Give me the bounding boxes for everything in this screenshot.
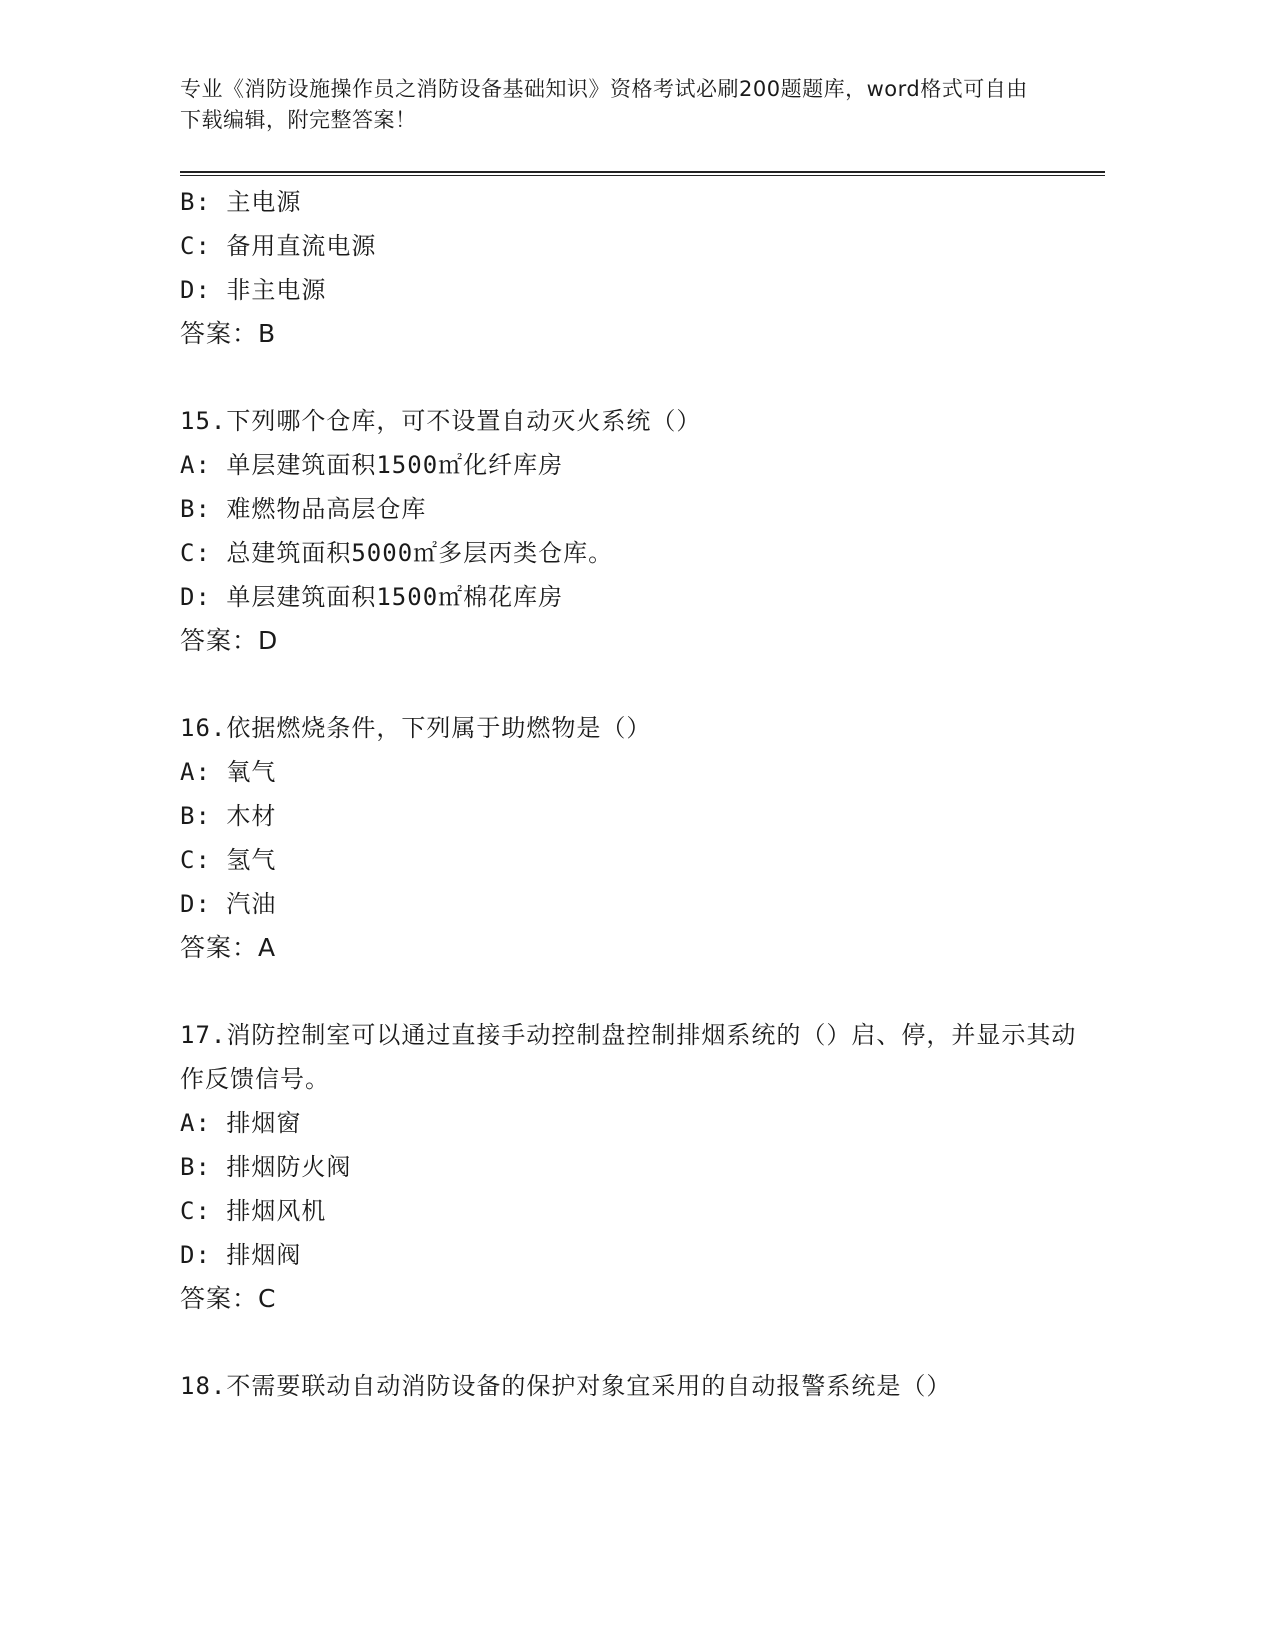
option-label: C:	[180, 1197, 211, 1225]
option-line	[180, 750, 1080, 794]
option-label: A:	[180, 451, 211, 479]
option-label: C:	[180, 539, 211, 567]
option-text: 主电源	[226, 188, 302, 216]
option-line	[180, 268, 1080, 312]
question-content	[180, 180, 1080, 1408]
document-header: 专业《消防设施操作员之消防设备基础知识》资格考试必刷200题题库，word格式可自由下载编辑，附完整答案！	[180, 77, 1028, 132]
option-line	[180, 1189, 1080, 1233]
option-label: D:	[180, 583, 211, 611]
question-title: 18.不需要联动自动消防设备的保护对象宜采用的自动报警系统是（）	[180, 1372, 952, 1400]
option-label: C:	[180, 232, 211, 260]
option-text: 单层建筑面积1500㎡化纤库房	[226, 451, 564, 479]
answer-line: 答案：D	[180, 626, 279, 655]
option-label: D:	[180, 890, 211, 918]
option-line	[180, 531, 1080, 575]
option-label: D:	[180, 276, 211, 304]
option-text: 氧气	[226, 758, 277, 786]
option-text: 汽油	[226, 890, 277, 918]
option-label: B:	[180, 188, 211, 216]
option-line	[180, 794, 1080, 838]
option-label: D:	[180, 1241, 211, 1269]
option-label: A:	[180, 758, 211, 786]
header-divider-thin	[180, 175, 1105, 176]
option-text: 备用直流电源	[226, 232, 377, 260]
header-divider-thick	[180, 171, 1105, 173]
option-text: 非主电源	[226, 276, 327, 304]
option-label: B:	[180, 802, 211, 830]
option-line	[180, 1145, 1080, 1189]
option-text: 排烟窗	[226, 1109, 302, 1137]
option-line	[180, 838, 1080, 882]
option-text: 排烟防火阀	[226, 1153, 352, 1181]
answer-line: 答案：A	[180, 933, 277, 962]
option-text: 总建筑面积5000㎡多层丙类仓库。	[226, 539, 614, 567]
option-line	[180, 575, 1080, 619]
answer-line: 答案：B	[180, 319, 277, 348]
option-line	[180, 882, 1080, 926]
option-line	[180, 180, 1080, 224]
answer-line: 答案：C	[180, 1284, 277, 1313]
question-title: 15.下列哪个仓库，可不设置自动灭火系统（）	[180, 407, 702, 435]
option-line	[180, 1101, 1080, 1145]
option-line	[180, 1233, 1080, 1277]
option-label: C:	[180, 846, 211, 874]
option-line	[180, 443, 1080, 487]
option-text: 排烟阀	[226, 1241, 302, 1269]
option-line	[180, 487, 1080, 531]
option-text: 木材	[226, 802, 277, 830]
question-title: 16.依据燃烧条件，下列属于助燃物是（）	[180, 714, 652, 742]
question-title: 17.消防控制室可以通过直接手动控制盘控制排烟系统的（）启、停，并显示其动作反馈信号。	[180, 1021, 1077, 1093]
option-label: B:	[180, 1153, 211, 1181]
option-label: B:	[180, 495, 211, 523]
option-text: 单层建筑面积1500㎡棉花库房	[226, 583, 564, 611]
option-text: 排烟风机	[226, 1197, 327, 1225]
option-label: A:	[180, 1109, 211, 1137]
option-text: 难燃物品高层仓库	[226, 495, 427, 523]
option-line	[180, 224, 1080, 268]
option-text: 氢气	[226, 846, 277, 874]
